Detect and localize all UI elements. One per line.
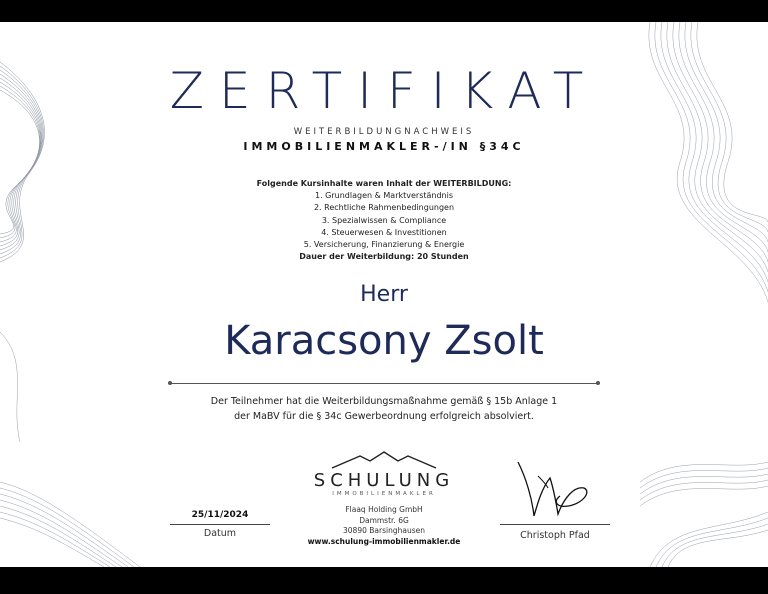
salutation: Herr <box>360 282 408 307</box>
course-contents <box>0 178 768 263</box>
statement-line: der MaBV für die § 34c Gewerbeordnung erfolgreich absolviert. <box>234 411 534 422</box>
course-intro: Folgende Kursinhalte waren Inhalt der WEITERBILDUNG: <box>256 179 512 188</box>
course-item: 4. Steuerwesen & Investitionen <box>321 227 447 237</box>
issuer-address <box>0 505 768 547</box>
certificate-subtitle-main: IMMOBILIENMAKLER-/IN §34C <box>243 140 525 153</box>
course-item: 5. Versicherung, Finanzierung & Energie <box>303 240 465 250</box>
signer-name: Christoph Pfad <box>520 530 590 541</box>
certificate-subtitle-small: WEITERBILDUNGNACHWEIS <box>293 127 475 137</box>
course-duration: Dauer der Weiterbildung: 20 Stunden <box>299 252 469 262</box>
logo-name: SCHULUNG <box>313 470 455 491</box>
issuer-street: Dammstr. 6G <box>359 515 409 525</box>
date-value: 25/11/2024 <box>191 510 249 520</box>
certificate-page <box>0 22 768 567</box>
signature-line <box>500 524 610 525</box>
issuer-city: 30890 Barsinghausen <box>343 526 425 535</box>
course-item: 3. Spezialwissen & Compliance <box>321 215 447 225</box>
certificate-title: ZERTIFIKAT <box>169 62 599 120</box>
recipient-name: Karacsony Zsolt <box>224 318 544 364</box>
completion-statement <box>0 394 768 424</box>
statement-line: Der Teilnehmer hat die Weiterbildungsmaßnahme gemäß § 15b Anlage 1 <box>210 396 558 407</box>
course-item: 1. Grundlagen & Marktverständnis <box>314 191 454 201</box>
divider-line <box>170 383 598 384</box>
house-roof-logo-icon <box>330 450 438 470</box>
issuer-company: Flaaq Holding GmbH <box>345 505 423 514</box>
course-item: 2. Rechtliche Rahmenbedingungen <box>313 203 455 213</box>
handwritten-signature <box>512 458 592 522</box>
logo-subtitle: IMMOBILIENMAKLER <box>332 491 436 497</box>
issuer-website[interactable]: www.schulung-immobilienmakler.de <box>307 536 461 546</box>
date-label: Datum <box>203 528 237 539</box>
